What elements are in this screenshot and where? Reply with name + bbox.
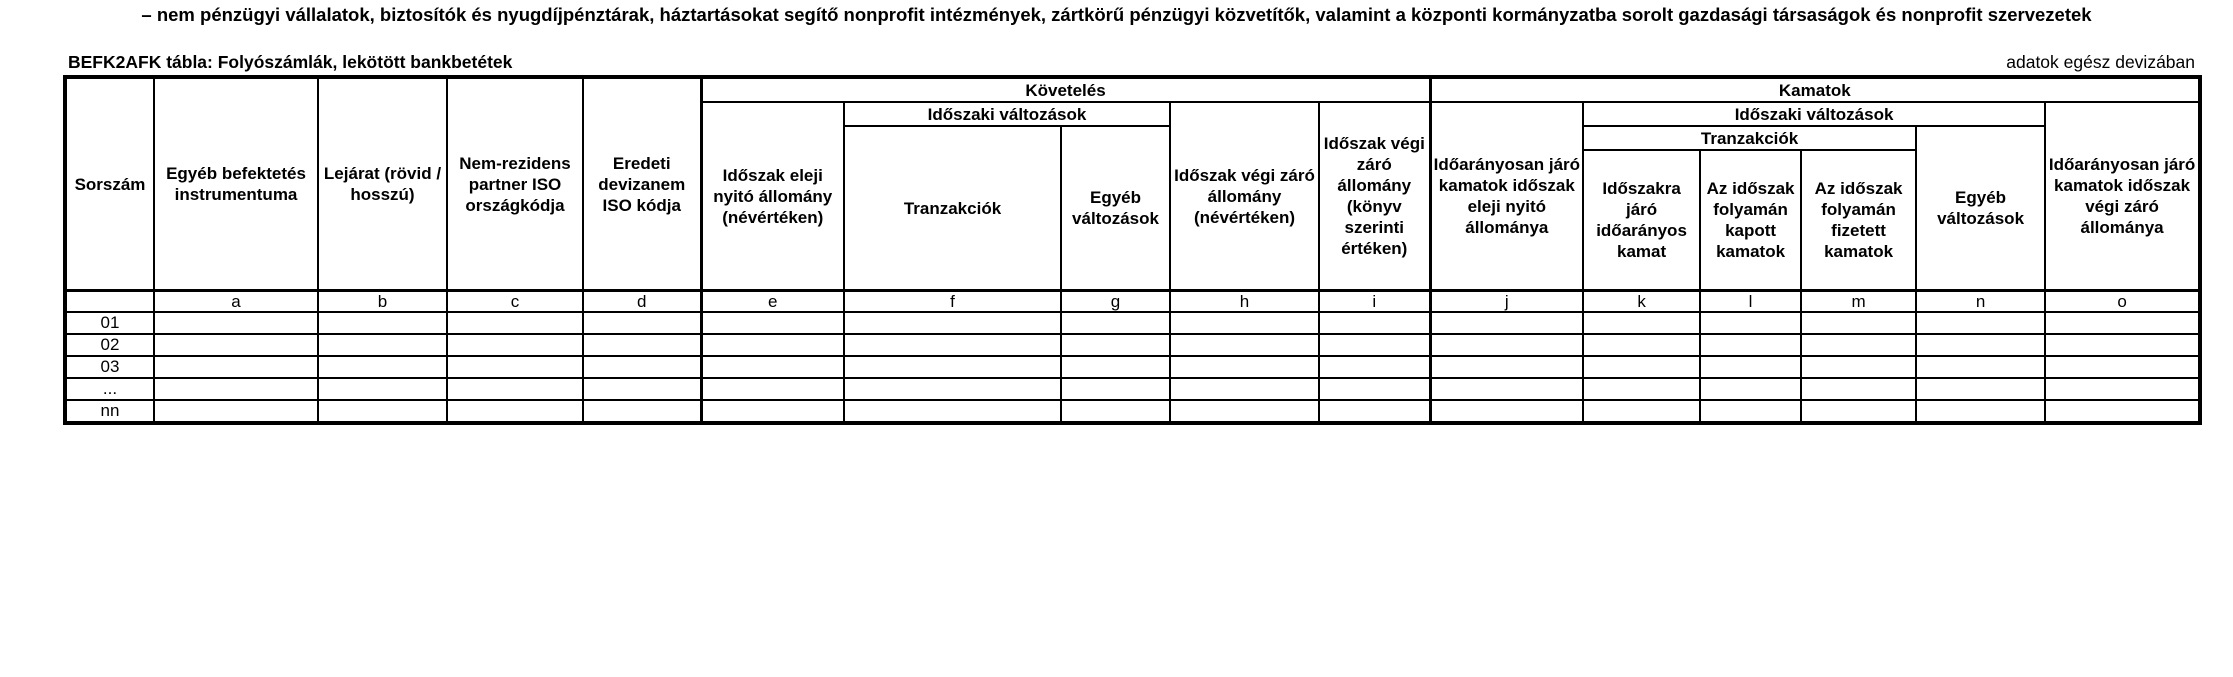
input-cell[interactable] [583, 378, 701, 400]
input-cell[interactable] [701, 312, 844, 334]
input-cell[interactable] [1319, 378, 1430, 400]
input-cell[interactable] [701, 400, 844, 423]
header-egyeb-valtozasok-kamatok: Egyéb változások [1916, 126, 2045, 291]
input-cell[interactable] [318, 334, 447, 356]
input-cell[interactable] [1916, 356, 2045, 378]
input-cell[interactable] [1700, 334, 1801, 356]
input-cell[interactable] [1801, 378, 1916, 400]
input-cell[interactable] [2045, 312, 2200, 334]
input-cell[interactable] [2045, 334, 2200, 356]
header-koveteles: Követelés [701, 77, 1430, 102]
input-cell[interactable] [1916, 334, 2045, 356]
table-row [65, 378, 2200, 400]
input-cell[interactable] [154, 378, 318, 400]
row-number: 01 [65, 312, 154, 334]
input-cell[interactable] [1700, 312, 1801, 334]
input-cell[interactable] [154, 334, 318, 356]
input-cell[interactable] [447, 356, 583, 378]
input-cell[interactable] [701, 334, 844, 356]
input-cell[interactable] [1916, 378, 2045, 400]
letter-cell: d [583, 291, 701, 313]
input-cell[interactable] [1700, 378, 1801, 400]
letter-cell: a [154, 291, 318, 313]
letter-cell: f [844, 291, 1061, 313]
input-cell[interactable] [154, 356, 318, 378]
table-row [65, 334, 2200, 356]
input-cell[interactable] [1061, 312, 1170, 334]
letter-cell: e [701, 291, 844, 313]
header-egyeb-valtozasok-koveteles: Egyéb változások [1061, 126, 1170, 291]
input-cell[interactable] [844, 400, 1061, 423]
input-cell[interactable] [1170, 334, 1319, 356]
input-cell[interactable] [1319, 334, 1430, 356]
input-cell[interactable] [2045, 356, 2200, 378]
input-cell[interactable] [1801, 356, 1916, 378]
input-cell[interactable] [154, 312, 318, 334]
header-fizetett-kamatok: Az időszak folyamán fizetett kamatok [1801, 150, 1916, 291]
input-cell[interactable] [844, 356, 1061, 378]
input-cell[interactable] [1319, 400, 1430, 423]
input-cell[interactable] [1061, 378, 1170, 400]
input-cell[interactable] [1583, 378, 1700, 400]
letter-cell: b [318, 291, 447, 313]
header-idoszak-vegi-konyv: Időszak végi záró állomány (könyv szerinti értéken) [1319, 102, 1430, 291]
input-cell[interactable] [318, 400, 447, 423]
input-cell[interactable] [1061, 400, 1170, 423]
row-number: ... [65, 378, 154, 400]
input-cell[interactable] [844, 378, 1061, 400]
input-cell[interactable] [1583, 356, 1700, 378]
header-eredeti-devizanem: Eredeti devizanem ISO kódja [583, 77, 701, 291]
input-cell[interactable] [701, 378, 844, 400]
input-cell[interactable] [447, 312, 583, 334]
letter-cell-blank [65, 291, 154, 313]
header-idoaranyosan-nyito: Időarányosan járó kamatok időszak eleji nyitó állománya [1430, 102, 1583, 291]
input-cell[interactable] [447, 378, 583, 400]
input-cell[interactable] [844, 312, 1061, 334]
input-cell[interactable] [318, 356, 447, 378]
input-cell[interactable] [1583, 400, 1700, 423]
table-row [65, 312, 2200, 334]
row-number: nn [65, 400, 154, 423]
header-idoszaki-valtozasok-koveteles: Időszaki változások [844, 102, 1170, 126]
header-kapott-kamatok: Az időszak folyamán kapott kamatok [1700, 150, 1801, 291]
letter-cell: i [1319, 291, 1430, 313]
input-cell[interactable] [2045, 378, 2200, 400]
header-tranzakciok: Tranzakciók [844, 126, 1061, 291]
letter-cell: j [1430, 291, 1583, 313]
header-idoszakra-jaro: Időszakra járó időarányos kamat [1583, 150, 1700, 291]
table-row [65, 356, 2200, 378]
input-cell[interactable] [318, 378, 447, 400]
input-cell[interactable] [583, 400, 701, 423]
header-idoszaki-valtozasok-kamatok: Időszaki változások [1583, 102, 2045, 126]
data-table [63, 75, 2202, 425]
input-cell[interactable] [154, 400, 318, 423]
input-cell[interactable] [1319, 356, 1430, 378]
header-idoszak-vegi: Időszak végi záró állomány (névértéken) [1170, 102, 1319, 291]
input-cell[interactable] [1801, 312, 1916, 334]
letter-cell: m [1801, 291, 1916, 313]
input-cell[interactable] [1170, 378, 1319, 400]
input-cell[interactable] [1700, 356, 1801, 378]
table-row [65, 400, 2200, 423]
letter-cell: k [1583, 291, 1700, 313]
unit-note: adatok egész devizában [2006, 52, 2195, 72]
letter-cell: l [1700, 291, 1801, 313]
header-lejarat: Lejárat (rövid / hosszú) [318, 77, 447, 291]
input-cell[interactable] [1170, 312, 1319, 334]
input-cell[interactable] [1170, 400, 1319, 423]
input-cell[interactable] [447, 400, 583, 423]
input-cell[interactable] [1430, 334, 1583, 356]
page-heading: – nem pénzügyi vállalatok, biztosítók és nyugdíjpénztárak, háztartásokat segítő nonprofit intézmények, zártkörű pénzügyi közvetítők, valamint a központi kormányzatba sorolt gazdasági társaságok és nonprofit szervezetek [141, 4, 2092, 25]
input-cell[interactable] [844, 334, 1061, 356]
row-number: 02 [65, 334, 154, 356]
input-cell[interactable] [1916, 400, 2045, 423]
input-cell[interactable] [1801, 334, 1916, 356]
input-cell[interactable] [583, 356, 701, 378]
header-sorszam: Sorszám [65, 77, 154, 291]
letter-cell: c [447, 291, 583, 313]
letter-cell: n [1916, 291, 2045, 313]
table-title: BEFK2AFK tábla: Folyószámlák, lekötött bankbetétek [68, 52, 513, 72]
input-cell[interactable] [1583, 334, 1700, 356]
header-tranzakciok-group: Tranzakciók [1583, 126, 1916, 150]
letter-cell: g [1061, 291, 1170, 313]
input-cell[interactable] [1700, 400, 1801, 423]
input-cell[interactable] [1061, 356, 1170, 378]
header-idoszak-eleji: Időszak eleji nyitó állomány (névértéken) [701, 102, 844, 291]
input-cell[interactable] [701, 356, 844, 378]
header-kamatok: Kamatok [1430, 77, 2200, 102]
input-cell[interactable] [583, 334, 701, 356]
input-cell[interactable] [1319, 312, 1430, 334]
input-cell[interactable] [1916, 312, 2045, 334]
input-cell[interactable] [1061, 334, 1170, 356]
input-cell[interactable] [447, 334, 583, 356]
header-nem-rezidens: Nem-rezidens partner ISO országkódja [447, 77, 583, 291]
input-cell[interactable] [583, 312, 701, 334]
input-cell[interactable] [2045, 400, 2200, 423]
row-number: 03 [65, 356, 154, 378]
input-cell[interactable] [1583, 312, 1700, 334]
input-cell[interactable] [1430, 378, 1583, 400]
letter-cell: h [1170, 291, 1319, 313]
header-egyeb-befektetes: Egyéb befektetés instrumentuma [154, 77, 318, 291]
input-cell[interactable] [1430, 356, 1583, 378]
input-cell[interactable] [1430, 400, 1583, 423]
column-letter-row [65, 291, 2200, 313]
input-cell[interactable] [1430, 312, 1583, 334]
letter-cell: o [2045, 291, 2200, 313]
input-cell[interactable] [318, 312, 447, 334]
input-cell[interactable] [1170, 356, 1319, 378]
header-idoaranyosan-zaro: Időarányosan járó kamatok időszak végi záró állománya [2045, 102, 2200, 291]
input-cell[interactable] [1801, 400, 1916, 423]
